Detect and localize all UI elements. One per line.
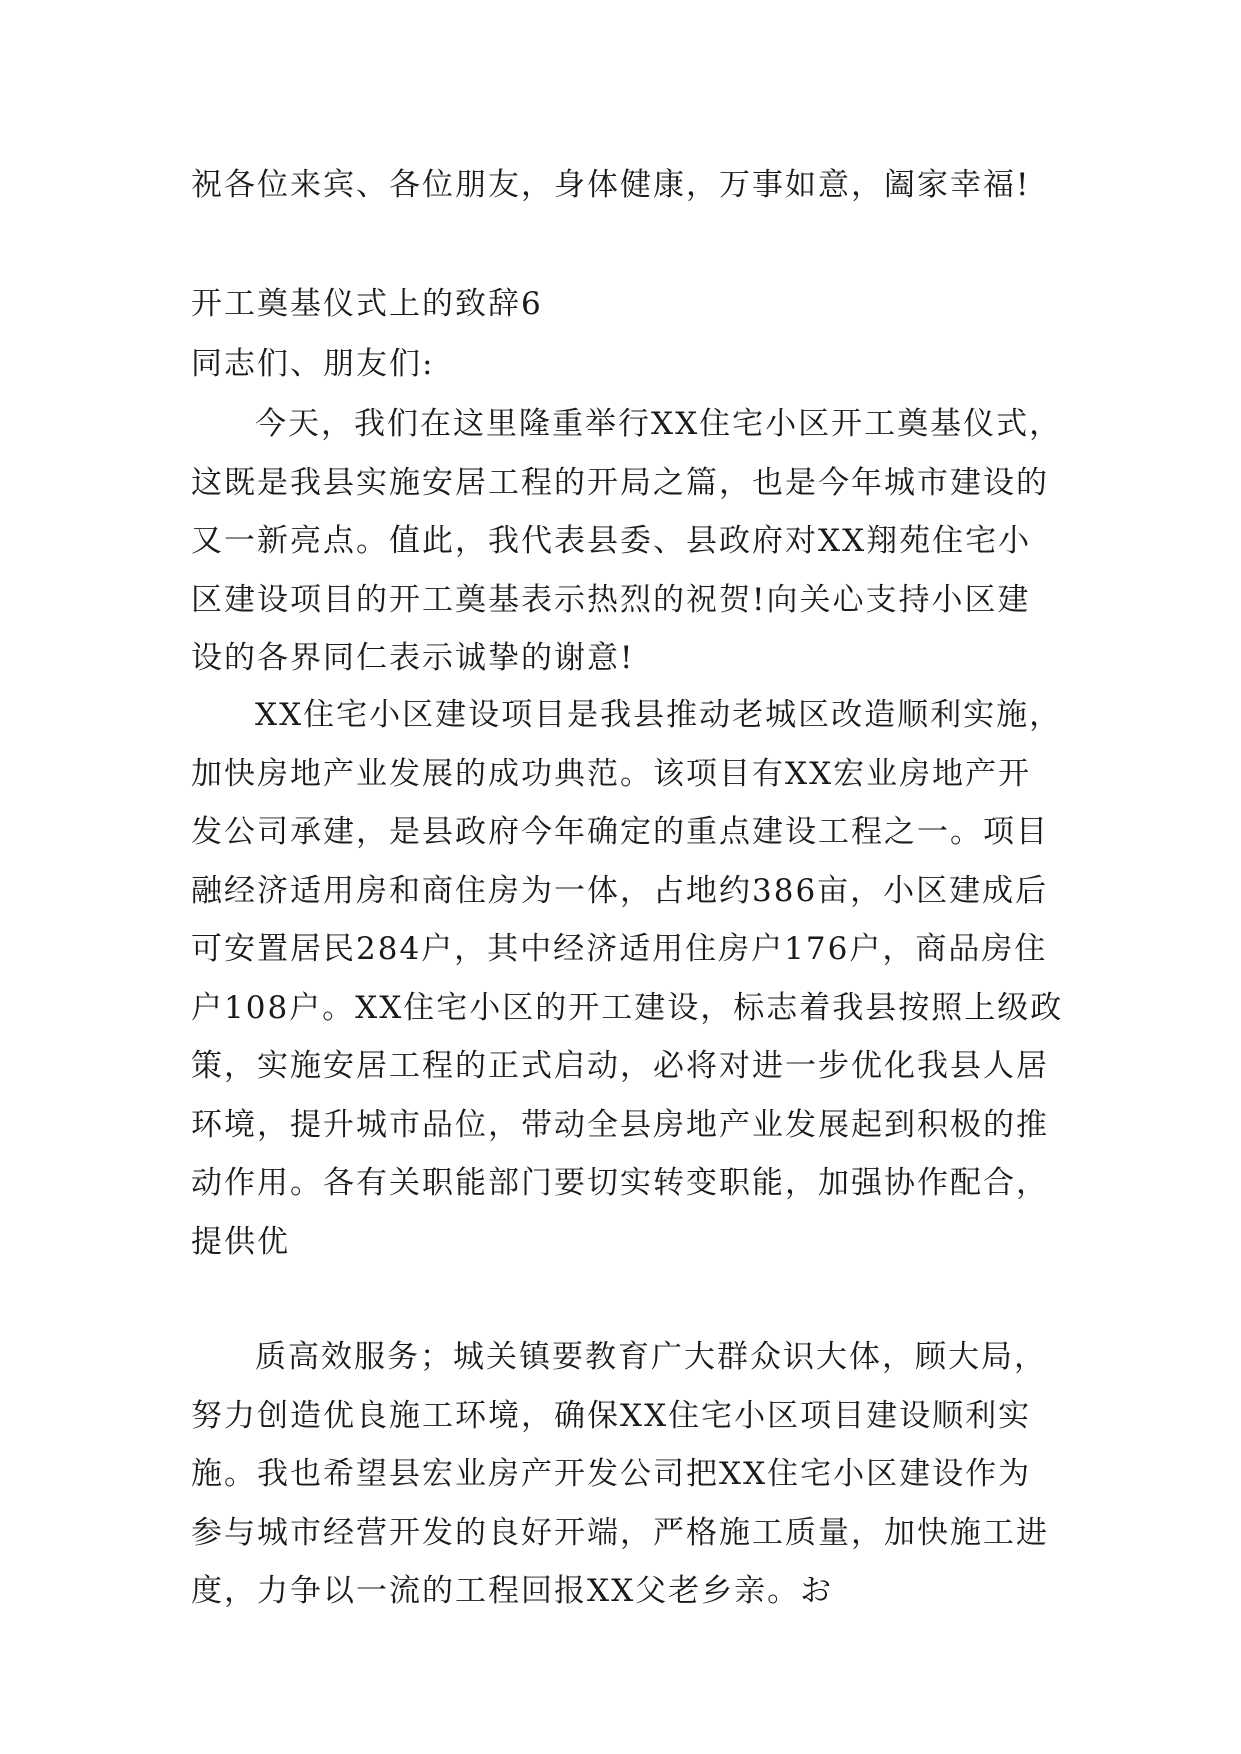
text-line: 区建设项目的开工奠基表示热烈的祝贺!向关心支持小区建 — [191, 581, 1031, 618]
text-line: 施。我也希望县宏业房产开发公司把XX住宅小区建设作为 — [191, 1456, 1032, 1492]
text-line: 又一新亮点。值此，我代表县委、县政府对XX翔苑住宅小 — [191, 523, 1032, 559]
text-line: 融经济适用房和商住房为一体，占地约386亩，小区建成后 — [191, 872, 1049, 909]
paragraph-3 — [191, 1328, 1071, 1621]
text-line: 今天，我们在这里隆重举行XX住宅小区开工奠基仪式， — [255, 406, 1063, 442]
text-line: 发公司承建，是县政府今年确定的重点建设工程之一。项目 — [191, 814, 1049, 850]
paragraph-1 — [191, 395, 1071, 688]
text-line: 策，实施安居工程的正式启动，必将对进一步优化我县人居 — [191, 1048, 1049, 1084]
text-line: 开工奠基仪式上的致辞6 — [191, 286, 543, 322]
text-line: 环境，提升城市品位，带动全县房地产业发展起到积极的推 — [191, 1106, 1049, 1143]
text-line: 度，力争以一流的工程回报XX父老乡亲。お — [191, 1573, 834, 1609]
speech-heading — [191, 275, 1071, 334]
text-line: 质高效服务；城关镇要教育广大群众识大体，顾大局， — [255, 1339, 1047, 1375]
text-line: 可安置居民284户，其中经济适用住房户176户，商品房住 — [191, 931, 1048, 967]
text-line: 同志们、朋友们: — [191, 346, 435, 382]
paragraph-2 — [191, 686, 1071, 1271]
text-line: 加快房地产业发展的成功典范。该项目有XX宏业房地产开 — [191, 755, 1032, 792]
text-line: 动作用。各有关职能部门要切实转变职能，加强协作配合， — [191, 1165, 1049, 1201]
text-line: XX住宅小区建设项目是我县推动老城区改造顺利实施， — [255, 697, 1063, 733]
text-line: 这既是我县实施安居工程的开局之篇，也是今年城市建设的 — [191, 464, 1049, 501]
closing-wishes — [191, 156, 1071, 215]
text-line: 户108户。XX住宅小区的开工建设，标志着我县按照上级政 — [191, 989, 1064, 1026]
text-line: 祝各位来宾、各位朋友，身体健康，万事如意，阖家幸福! — [191, 167, 1031, 203]
salutation — [191, 335, 1071, 394]
text-line: 参与城市经营开发的良好开端，严格施工质量，加快施工进 — [191, 1514, 1049, 1551]
text-line: 提供优 — [191, 1223, 290, 1260]
text-line: 设的各界同仁表示诚挚的谢意! — [191, 640, 635, 676]
text-line: 努力创造优良施工环境，确保XX住宅小区项目建设顺利实 — [191, 1397, 1032, 1434]
